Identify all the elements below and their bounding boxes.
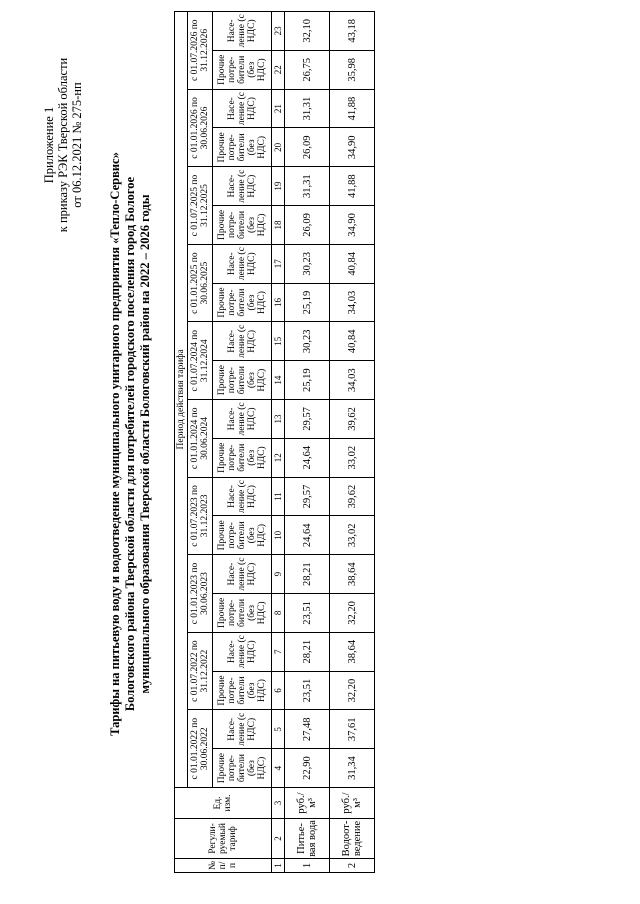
tariff-value: 32,20 — [330, 671, 375, 710]
header-period: с 01.01.2022 по 30.06.2022 — [188, 710, 213, 788]
column-number: 14 — [272, 361, 285, 400]
row-unit: руб./м³ — [285, 788, 330, 819]
tariff-value: 32,20 — [330, 594, 375, 633]
tariff-value: 34,03 — [330, 361, 375, 400]
tariff-value: 31,31 — [285, 89, 330, 128]
column-number: 19 — [272, 167, 285, 206]
table-row — [285, 11, 330, 872]
header-population: Насе-ление (с НДС) — [213, 244, 272, 283]
column-number: 3 — [272, 788, 285, 819]
tariff-value: 32,10 — [285, 11, 330, 50]
header-population: Насе-ление (с НДС) — [213, 167, 272, 206]
tariff-value: 25,19 — [285, 361, 330, 400]
column-number: 21 — [272, 89, 285, 128]
column-number: 6 — [272, 671, 285, 710]
column-number: 7 — [272, 632, 285, 671]
header-service: Регули-руемый тариф — [175, 819, 272, 859]
header-unit: Ед. изм. — [175, 788, 272, 819]
appendix-line-2: к приказу РЭК Тверской области — [56, 57, 70, 233]
table-row — [330, 11, 375, 872]
header-period-group: Период действия тарифа — [175, 11, 188, 787]
tariff-value: 40,84 — [330, 322, 375, 361]
header-population: Насе-ление (с НДС) — [213, 477, 272, 516]
column-number: 17 — [272, 244, 285, 283]
header-population: Насе-ление (с НДС) — [213, 322, 272, 361]
column-number: 23 — [272, 11, 285, 50]
tariff-value: 23,51 — [285, 594, 330, 633]
tariff-value: 28,21 — [285, 555, 330, 594]
tariff-value: 40,84 — [330, 244, 375, 283]
appendix-line-1: Приложение 1 — [42, 106, 56, 184]
header-period: с 01.07.2024 по 31.12.2024 — [188, 322, 213, 400]
tariff-value: 43,18 — [330, 11, 375, 50]
header-other-consumers: Прочие потре-бители (без НДС) — [213, 206, 272, 245]
tariff-value: 25,19 — [285, 283, 330, 322]
title-line-2: Бологовского района Тверской области для потребителей городского поселения город Бологое — [123, 176, 137, 712]
title-line-1: Тарифы на питьевую воду и водоотведение муниципального унитарного предприятия «Тепло-Сервис» — [108, 152, 122, 736]
header-other-consumers: Прочие потре-бители (без НДС) — [213, 50, 272, 89]
header-population: Насе-ление (с НДС) — [213, 11, 272, 50]
tariff-value: 38,64 — [330, 555, 375, 594]
tariff-value: 39,62 — [330, 477, 375, 516]
column-number: 13 — [272, 400, 285, 439]
tariff-value: 33,02 — [330, 438, 375, 477]
tariff-value: 22,90 — [285, 749, 330, 788]
column-number: 16 — [272, 283, 285, 322]
header-other-consumers: Прочие потре-бители (без НДС) — [213, 438, 272, 477]
tariff-value: 26,09 — [285, 206, 330, 245]
tariff-value: 28,21 — [285, 632, 330, 671]
header-population: Насе-ление (с НДС) — [213, 89, 272, 128]
column-number: 22 — [272, 50, 285, 89]
header-period: с 01.01.2023 по 30.06.2023 — [188, 555, 213, 633]
column-number: 12 — [272, 438, 285, 477]
tariff-value: 41,88 — [330, 89, 375, 128]
header-population: Насе-ление (с НДС) — [213, 400, 272, 439]
tariff-value: 31,34 — [330, 749, 375, 788]
tariff-value: 35,98 — [330, 50, 375, 89]
column-number: 8 — [272, 594, 285, 633]
appendix-block — [42, 30, 84, 260]
title-line-3: муниципального образования Тверской области Бологовский район на 2022 – 2026 годы — [138, 194, 152, 694]
column-number: 10 — [272, 516, 285, 555]
header-other-consumers: Прочие потре-бители (без НДС) — [213, 594, 272, 633]
header-period: с 01.01.2025 по 30.06.2025 — [188, 244, 213, 322]
header-row-periods — [188, 11, 213, 872]
row-number: 1 — [285, 859, 330, 873]
header-population: Насе-ление (с НДС) — [213, 555, 272, 594]
column-number: 18 — [272, 206, 285, 245]
row-service: Питье-вая вода — [285, 819, 330, 859]
column-number: 1 — [272, 859, 285, 873]
header-population: Насе-ление (с НДС) — [213, 632, 272, 671]
header-other-consumers: Прочие потре-бители (без НДС) — [213, 283, 272, 322]
column-number: 5 — [272, 710, 285, 749]
tariff-value: 39,62 — [330, 400, 375, 439]
tariff-value: 26,09 — [285, 128, 330, 167]
tariff-value: 34,90 — [330, 128, 375, 167]
tariff-value: 29,57 — [285, 400, 330, 439]
header-period: с 01.01.2024 по 30.06.2024 — [188, 400, 213, 478]
header-period: с 01.01.2026 по 30.06.2026 — [188, 89, 213, 167]
column-number: 9 — [272, 555, 285, 594]
header-population: Насе-ление (с НДС) — [213, 710, 272, 749]
column-number-row — [272, 11, 285, 872]
tariff-value: 34,03 — [330, 283, 375, 322]
header-period: с 01.07.2025 по 31.12.2025 — [188, 167, 213, 245]
column-number: 15 — [272, 322, 285, 361]
tariff-value: 23,51 — [285, 671, 330, 710]
tariff-value: 31,31 — [285, 167, 330, 206]
column-number: 4 — [272, 749, 285, 788]
column-number: 20 — [272, 128, 285, 167]
row-service: Водоот-ведение — [330, 819, 375, 859]
tariff-value: 38,64 — [330, 632, 375, 671]
tariff-value: 37,61 — [330, 710, 375, 749]
document-title — [108, 94, 153, 794]
tariff-value: 30,23 — [285, 244, 330, 283]
header-other-consumers: Прочие потре-бители (без НДС) — [213, 128, 272, 167]
column-number: 11 — [272, 477, 285, 516]
header-other-consumers: Прочие потре-бители (без НДС) — [213, 516, 272, 555]
header-other-consumers: Прочие потре-бители (без НДС) — [213, 361, 272, 400]
header-row-consumers — [213, 11, 272, 872]
tariff-value: 29,57 — [285, 477, 330, 516]
tariff-table — [174, 11, 375, 873]
tariff-value: 30,23 — [285, 322, 330, 361]
header-period: с 01.07.2026 по 31.12.2026 — [188, 11, 213, 89]
header-no: № п/п — [175, 859, 272, 873]
tariff-value: 26,75 — [285, 50, 330, 89]
header-row-1 — [175, 11, 188, 872]
header-period: с 01.07.2022 по 31.12.2022 — [188, 632, 213, 710]
tariff-value: 33,02 — [330, 516, 375, 555]
tariff-value: 34,90 — [330, 206, 375, 245]
appendix-line-3: от 06.12.2021 № 275-нп — [70, 82, 84, 208]
row-number: 2 — [330, 859, 375, 873]
tariff-value: 24,64 — [285, 438, 330, 477]
header-other-consumers: Прочие потре-бители (без НДС) — [213, 671, 272, 710]
tariff-value: 24,64 — [285, 516, 330, 555]
header-period: с 01.07.2023 по 31.12.2023 — [188, 477, 213, 555]
tariff-value: 41,88 — [330, 167, 375, 206]
tariff-value: 27,48 — [285, 710, 330, 749]
column-number: 2 — [272, 819, 285, 859]
row-unit: руб./м³ — [330, 788, 375, 819]
header-other-consumers: Прочие потре-бители (без НДС) — [213, 749, 272, 788]
